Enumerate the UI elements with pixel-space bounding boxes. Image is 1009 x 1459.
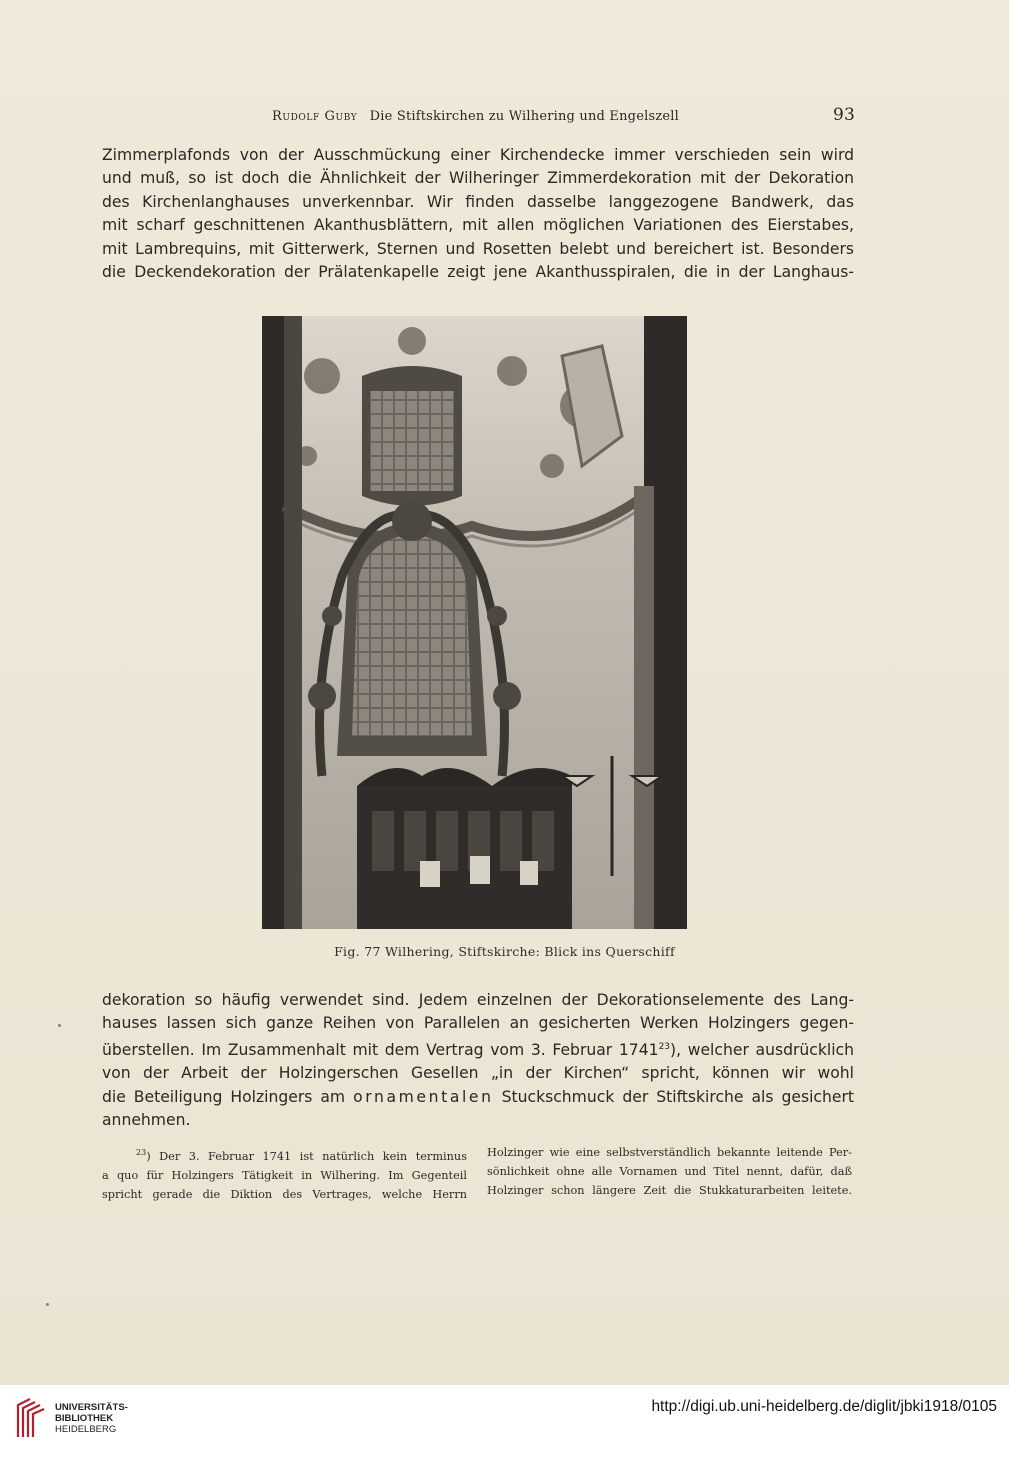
text-line: mit scharf geschnittenen Akanthusblättern, mit allen möglichen Variationen des Eierstabes, [102,216,854,235]
header-title: Die Stiftskirchen zu Wilhering und Engelszell [369,109,679,124]
page-number: 93 [832,105,855,125]
running-header [100,105,855,129]
text-line: Zimmerplafonds von der Ausschmückung einer Kirchendecke immer verschieden sein wird [102,146,854,164]
paper-speck [46,1303,49,1306]
text-line: hauses lassen sich ganze Reihen von Parallelen an gesicherten Werken Holzingers gegen- [102,1014,854,1033]
paper-speck [58,1024,61,1027]
paragraph-bottom [102,989,854,1133]
footnote-line [102,1143,467,1166]
header-author: Rudolf Guby [272,109,358,124]
text-segment: überstellen. Im Zusammenhalt mit dem Vertrag vom 3. Februar 1741 [102,1041,659,1059]
library-line-3: HEIDELBERG [55,1424,117,1435]
text-segment: ), welcher ausdrücklich [670,1041,854,1059]
footer-bar [0,1385,1009,1459]
text-line: von der Arbeit der Holzingerschen Gesellen „in der Kirchen“ spricht, können wir wohl [102,1064,854,1083]
figure-photo [262,316,687,929]
running-title [272,109,679,124]
paragraph-top [102,144,854,284]
text-line: des Kirchenlanghauses unverkennbar. Wir finden dasselbe langgezogene Bandwerk, das [102,192,854,211]
spaced-emphasis: ornamentalen [353,1087,494,1106]
church-interior-illustration [262,316,687,929]
text-line [102,1086,854,1109]
footnote-line: Holzinger schon längere Zeit die Stukkaturarbeiten leitete. [487,1184,852,1197]
source-url-link[interactable]: http://digi.ub.uni-heidelberg.de/diglit/jbki1918/0105 [651,1398,997,1415]
footnote-line: Holzinger wie eine selbstverständlich bekannte leitende Per- [487,1146,852,1159]
text-segment: ) Der 3. Februar 1741 ist natürlich kein terminus [146,1149,467,1163]
text-line: und muß, so ist doch die Ähnlichkeit der Wilheringer Zimmerdekoration mit der Dekoration [102,169,854,188]
footnote-line: a quo für Holzingers Tätigkeit in Wilhering. Im Gegenteil [102,1168,467,1182]
university-library-logo-icon [16,1397,46,1439]
text-line: mit Lambrequins, mit Gitterwerk, Sternen und Rosetten belebt und bereichert ist. Besonders [102,239,854,258]
library-name [55,1402,128,1435]
footnote-line: sönlichkeit ohne alle Vornamen und Titel nennt, dafür, daß [487,1165,852,1178]
text-line [102,1036,854,1063]
footnote-line: spricht gerade die Diktion des Vertrages, welche Herrn [102,1187,467,1201]
text-segment: Stuckschmuck der Stiftskirche als gesichert [501,1087,855,1106]
text-line: annehmen. [102,1111,191,1130]
footnote-left-column [102,1143,467,1204]
footnote-reference: 23 [658,1041,671,1052]
footnote-marker: 23 [136,1148,147,1157]
figure-caption: Fig. 77 Wilhering, Stiftskirche: Blick ins Querschiff [334,944,675,959]
text-line: dekoration so häufig verwendet sind. Jedem einzelnen der Dekorationselemente des Lang- [102,991,854,1009]
text-segment: die Beteiligung Holzingers am [102,1087,346,1106]
footnote-right-column [487,1143,852,1200]
library-line-2: BIBLIOTHEK [55,1413,114,1424]
library-line-1: UNIVERSITÄTS- [55,1402,128,1413]
text-line: die Deckendekoration der Prälatenkapelle zeigt jene Akanthusspiralen, die in der Langhaus- [102,263,854,282]
